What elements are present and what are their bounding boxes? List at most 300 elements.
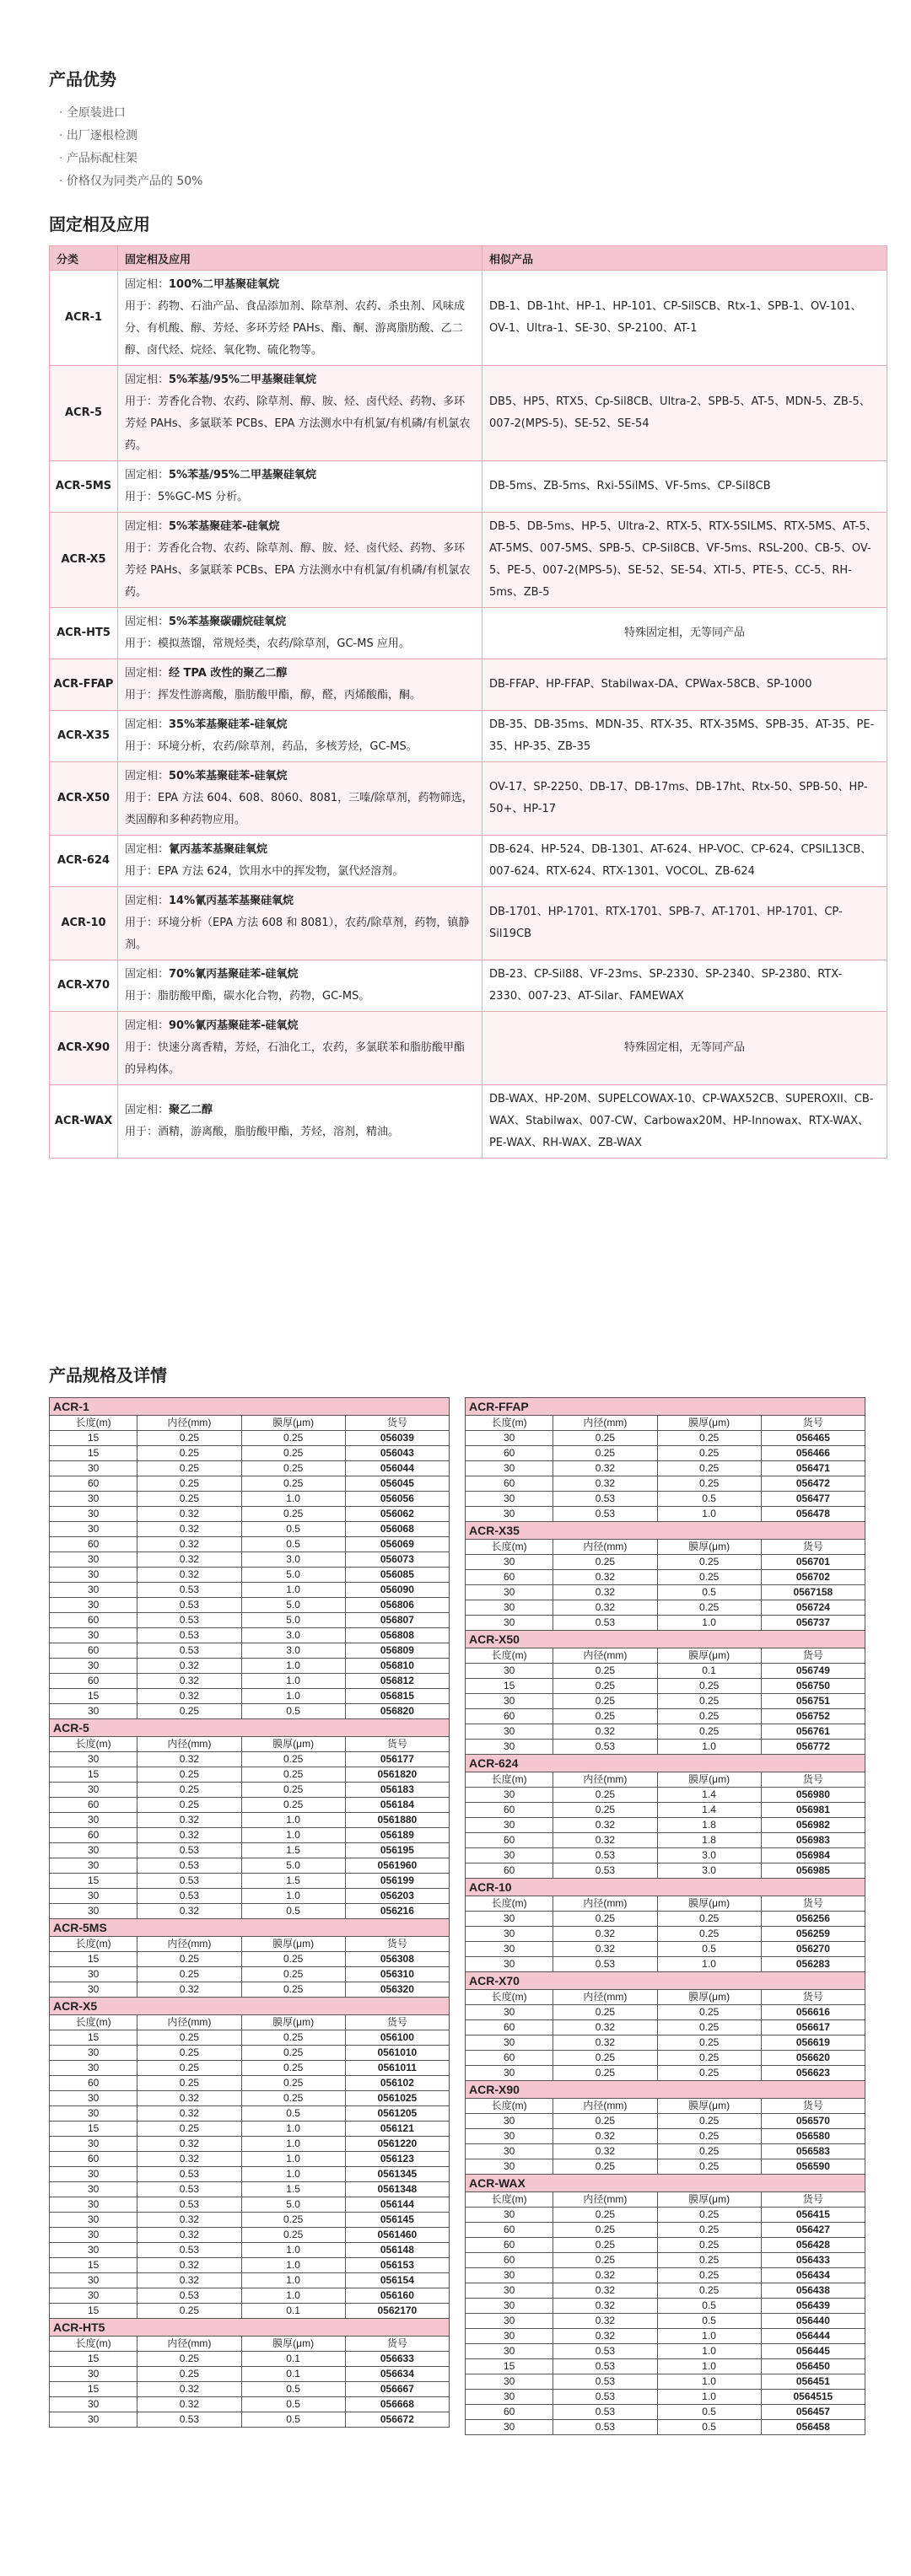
column-header-row xyxy=(50,1737,450,1752)
id-cell: 0.53 xyxy=(553,2359,657,2374)
phase-value: 5%苯基/95%二甲基聚硅氧烷 xyxy=(169,469,316,481)
part-number-cell: 056144 xyxy=(345,2197,449,2213)
use-value: 5%GC-MS 分析。 xyxy=(158,491,249,503)
phase-label: 固定相： xyxy=(125,374,170,386)
id-cell: 0.25 xyxy=(553,1446,657,1461)
table-row xyxy=(50,1446,450,1461)
film-cell: 1.0 xyxy=(241,1674,345,1689)
id-cell: 0.32 xyxy=(137,1507,241,1522)
phase-line xyxy=(125,369,475,391)
phase-value: 35%苯基聚硅苯-硅氧烷 xyxy=(169,718,288,731)
phase-line xyxy=(125,766,475,788)
id-cell: 0.53 xyxy=(553,1957,657,1972)
column-header: 膜厚(μm) xyxy=(657,1772,761,1788)
part-number-cell: 056616 xyxy=(761,2005,865,2020)
phase-label: 固定相： xyxy=(125,667,170,680)
length-cell: 60 xyxy=(466,2020,553,2036)
phase-value: 14%氰丙基苯基聚硅氧烷 xyxy=(169,895,294,907)
table-row xyxy=(50,2137,450,2152)
part-number-cell: 056815 xyxy=(345,1689,449,1704)
id-cell: 0.32 xyxy=(137,2106,241,2122)
length-cell: 60 xyxy=(466,2223,553,2238)
table-row xyxy=(50,2412,450,2428)
length-cell: 30 xyxy=(50,1704,137,1719)
film-cell: 0.25 xyxy=(241,1783,345,1798)
phase-value: 聚乙二醇 xyxy=(169,1104,213,1116)
id-cell: 0.32 xyxy=(137,1674,241,1689)
part-number-cell: 056154 xyxy=(345,2273,449,2288)
column-header: 货号 xyxy=(761,2099,865,2114)
table-row xyxy=(50,1568,450,1583)
film-cell: 1.0 xyxy=(241,2167,345,2182)
film-cell: 0.25 xyxy=(657,2283,761,2299)
id-cell: 0.53 xyxy=(553,2344,657,2359)
part-number-cell: 056121 xyxy=(345,2122,449,2137)
column-header: 长度(m) xyxy=(50,1416,137,1431)
length-cell: 60 xyxy=(50,1643,137,1659)
column-header: 货号 xyxy=(761,1990,865,2005)
part-number-cell: 056145 xyxy=(345,2213,449,2228)
phase-label: 固定相： xyxy=(125,1104,170,1116)
film-cell: 1.0 xyxy=(241,1492,345,1507)
group-header-row xyxy=(50,1398,450,1416)
part-number-cell: 056724 xyxy=(761,1600,865,1616)
length-cell: 60 xyxy=(50,2152,137,2167)
part-number-cell: 056270 xyxy=(761,1942,865,1957)
column-header: 内径(mm) xyxy=(553,1990,657,2005)
film-cell: 0.25 xyxy=(241,2213,345,2228)
use-value: 药物、石油产品、食品添加剂、除草剂、农药、杀虫剂、风味成分、有机酸、醇、芳烃、多环芳烃 PAHs、酯、酮、游离脂肪酸、乙二醇、卤代烃、烷烃、氧化物、硫化物等。 xyxy=(125,300,466,357)
part-number-cell: 056982 xyxy=(761,1818,865,1833)
column-header: 内径(mm) xyxy=(553,1896,657,1912)
part-number-cell: 056123 xyxy=(345,2152,449,2167)
id-cell: 0.25 xyxy=(553,2208,657,2223)
film-cell: 0.25 xyxy=(657,2208,761,2223)
length-cell: 30 xyxy=(466,1431,553,1446)
length-cell: 30 xyxy=(466,2299,553,2314)
film-cell: 1.0 xyxy=(657,2329,761,2344)
phase-line xyxy=(125,964,475,986)
table-row xyxy=(50,2122,450,2137)
column-header-row xyxy=(50,1416,450,1431)
id-cell: 0.32 xyxy=(137,2228,241,2243)
id-cell: 0.25 xyxy=(137,1476,241,1492)
part-number-cell: 056062 xyxy=(345,1507,449,1522)
application-cell xyxy=(118,762,482,836)
film-cell: 0.25 xyxy=(657,2020,761,2036)
column-header: 内径(mm) xyxy=(553,2099,657,2114)
table-row xyxy=(50,1552,450,1568)
part-number-cell: 056702 xyxy=(761,1570,865,1585)
table-row xyxy=(50,1783,450,1798)
table-row xyxy=(466,2405,865,2420)
length-cell: 30 xyxy=(466,1724,553,1740)
similar-products-cell: 特殊固定相，无等同产品 xyxy=(482,1012,887,1085)
length-cell: 30 xyxy=(50,2412,137,2428)
part-number-cell: 0561205 xyxy=(345,2106,449,2122)
part-number-cell: 056427 xyxy=(761,2223,865,2238)
similar-products-cell: DB-1、DB-1ht、HP-1、HP-101、CP-SilSCB、Rtx-1、SPB-1、OV-101、OV-1、Ultra-1、SE-30、SP-2100、AT-1 xyxy=(482,271,887,366)
part-number-cell: 056457 xyxy=(761,2405,865,2420)
use-value: 模拟蒸馏，常规烃类，农药/除草剂，GC-MS 应用。 xyxy=(158,637,410,650)
length-cell: 30 xyxy=(466,1957,553,1972)
length-cell: 15 xyxy=(50,1874,137,1889)
table-row xyxy=(466,2051,865,2066)
id-cell: 0.53 xyxy=(137,2167,241,2182)
film-cell: 1.0 xyxy=(241,1583,345,1598)
phase-line xyxy=(125,839,475,861)
category-cell: ACR-X5 xyxy=(50,513,118,608)
film-cell: 0.25 xyxy=(657,1431,761,1446)
id-cell: 0.32 xyxy=(137,1568,241,1583)
group-title: ACR-5MS xyxy=(50,1919,450,1937)
list-item: · 出厂逐根检测 xyxy=(59,125,887,148)
id-cell: 0.25 xyxy=(553,2051,657,2066)
film-cell: 0.5 xyxy=(657,2314,761,2329)
film-cell: 0.25 xyxy=(657,2253,761,2268)
use-label: 用于： xyxy=(125,395,159,408)
category-cell: ACR-X90 xyxy=(50,1012,118,1085)
table-row xyxy=(50,2197,450,2213)
part-number-cell: 056750 xyxy=(761,1679,865,1694)
column-header: 内径(mm) xyxy=(553,1416,657,1431)
film-cell: 3.0 xyxy=(241,1628,345,1643)
table-row xyxy=(50,2167,450,2182)
length-cell: 30 xyxy=(50,2106,137,2122)
length-cell: 30 xyxy=(50,2397,137,2412)
id-cell: 0.32 xyxy=(137,1537,241,1552)
phase-label: 固定相： xyxy=(125,469,170,481)
part-number-cell: 056195 xyxy=(345,1843,449,1858)
phase-label: 固定相： xyxy=(125,520,170,533)
film-cell: 1.0 xyxy=(241,1659,345,1674)
part-number-cell: 056056 xyxy=(345,1492,449,1507)
part-number-cell: 056434 xyxy=(761,2268,865,2283)
table-row xyxy=(50,2091,450,2106)
id-cell: 0.53 xyxy=(137,1583,241,1598)
film-cell: 0.25 xyxy=(657,1600,761,1616)
length-cell: 30 xyxy=(50,1598,137,1613)
length-cell: 30 xyxy=(50,2137,137,2152)
column-header-row xyxy=(50,2337,450,2352)
use-value: 酒精，游离酸，脂肪酸甲酯，芳烃，溶剂，精油。 xyxy=(158,1126,400,1138)
film-cell: 1.0 xyxy=(657,1740,761,1755)
part-number-cell: 056737 xyxy=(761,1616,865,1631)
id-cell: 0.53 xyxy=(137,2197,241,2213)
id-cell: 0.32 xyxy=(553,1600,657,1616)
table-header-row xyxy=(50,246,887,271)
column-header: 长度(m) xyxy=(466,1648,553,1664)
length-cell: 30 xyxy=(466,1555,553,1570)
part-number-cell: 056701 xyxy=(761,1555,865,1570)
column-header-row xyxy=(466,1540,865,1555)
table-row xyxy=(466,2005,865,2020)
id-cell: 0.32 xyxy=(137,1522,241,1537)
id-cell: 0.32 xyxy=(137,1659,241,1674)
part-number-cell: 056068 xyxy=(345,1522,449,1537)
advantages-list xyxy=(59,102,887,193)
similar-products-cell: DB-WAX、HP-20M、SUPELCOWAX-10、CP-WAX52CB、SUPEROXII、CB-WAX、Stabilwax、007-CW、Carbowax20M、HP-Innowax、RTX-WAX、PE-WAX、RH-WAX、ZB-WAX xyxy=(482,1085,887,1159)
use-value: 挥发性游离酸，脂肪酸甲酯，醇，醛，丙烯酸酯，酮。 xyxy=(158,689,422,702)
column-header: 膜厚(μm) xyxy=(241,1416,345,1431)
id-cell: 0.53 xyxy=(137,1643,241,1659)
part-number-cell: 056438 xyxy=(761,2283,865,2299)
application-cell xyxy=(118,659,482,711)
film-cell: 0.25 xyxy=(241,1431,345,1446)
id-cell: 0.53 xyxy=(137,1628,241,1643)
part-number-cell: 056619 xyxy=(761,2036,865,2051)
film-cell: 1.5 xyxy=(241,1843,345,1858)
length-cell: 30 xyxy=(50,2061,137,2076)
list-item: · 产品标配柱架 xyxy=(59,148,887,170)
id-cell: 0.32 xyxy=(137,1828,241,1843)
id-cell: 0.25 xyxy=(137,1767,241,1783)
film-cell: 1.0 xyxy=(657,2374,761,2390)
length-cell: 30 xyxy=(466,2420,553,2435)
film-cell: 0.25 xyxy=(241,1752,345,1767)
table-row xyxy=(50,1461,450,1476)
part-number-cell: 056148 xyxy=(345,2243,449,2258)
length-cell: 60 xyxy=(466,1833,553,1848)
length-cell: 30 xyxy=(466,2268,553,2283)
film-cell: 0.5 xyxy=(241,2412,345,2428)
id-cell: 0.32 xyxy=(553,2283,657,2299)
table-row xyxy=(50,2352,450,2367)
similar-products-cell: DB-23、CP-Sil88、VF-23ms、SP-2330、SP-2340、SP-2380、RTX-2330、007-23、AT-Silar、FAMEWAX xyxy=(482,960,887,1012)
table-row xyxy=(50,1492,450,1507)
table-row xyxy=(50,2228,450,2243)
film-cell: 0.25 xyxy=(657,2051,761,2066)
table-row xyxy=(466,1740,865,1755)
id-cell: 0.25 xyxy=(553,1912,657,1927)
group-title: ACR-X70 xyxy=(466,1972,865,1990)
table-row xyxy=(50,271,887,366)
length-cell: 15 xyxy=(50,1446,137,1461)
table-row xyxy=(50,1613,450,1628)
application-cell xyxy=(118,513,482,608)
group-title: ACR-X50 xyxy=(466,1631,865,1648)
similar-products-cell: DB-5ms、ZB-5ms、Rxi-5SilMS、VF-5ms、CP-Sil8CB xyxy=(482,461,887,513)
similar-products-cell: DB-FFAP、HP-FFAP、Stabilwax-DA、CPWax-58CB、SP-1000 xyxy=(482,659,887,711)
id-cell: 0.32 xyxy=(553,2329,657,2344)
film-cell: 0.25 xyxy=(241,2030,345,2046)
part-number-cell: 056445 xyxy=(761,2344,865,2359)
id-cell: 0.53 xyxy=(553,2390,657,2405)
id-cell: 0.53 xyxy=(137,2412,241,2428)
film-cell: 0.25 xyxy=(241,2091,345,2106)
film-cell: 0.25 xyxy=(241,1767,345,1783)
similar-products-cell: DB-624、HP-524、DB-1301、AT-624、HP-VOC、CP-624、CPSIL13CB、007-624、RTX-624、RTX-1301、VOCOL、ZB-624 xyxy=(482,836,887,887)
phase-line xyxy=(125,714,475,736)
phase-label: 固定相： xyxy=(125,278,170,291)
length-cell: 30 xyxy=(466,1461,553,1476)
specs-title: 产品规格及详情 xyxy=(49,1365,167,1385)
similar-products-cell: 特殊固定相，无等同产品 xyxy=(482,608,887,659)
length-cell: 60 xyxy=(50,1798,137,1813)
length-cell: 30 xyxy=(50,1568,137,1583)
length-cell: 15 xyxy=(466,1679,553,1694)
id-cell: 0.32 xyxy=(137,2397,241,2412)
length-cell: 30 xyxy=(50,1843,137,1858)
film-cell: 0.5 xyxy=(241,1522,345,1537)
table-row xyxy=(466,2129,865,2144)
part-number-cell: 0561345 xyxy=(345,2167,449,2182)
application-cell xyxy=(118,366,482,461)
use-label: 用于： xyxy=(125,542,159,555)
header-cell: 固定相及应用 xyxy=(118,246,482,271)
length-cell: 60 xyxy=(50,1613,137,1628)
film-cell: 0.25 xyxy=(241,1798,345,1813)
table-row xyxy=(50,711,887,762)
table-row xyxy=(466,2020,865,2036)
column-header: 货号 xyxy=(761,1416,865,1431)
table-row xyxy=(50,1659,450,1674)
length-cell: 30 xyxy=(50,2288,137,2304)
phase-line xyxy=(125,663,475,685)
length-cell: 30 xyxy=(50,1552,137,1568)
id-cell: 0.32 xyxy=(137,2091,241,2106)
film-cell: 5.0 xyxy=(241,1858,345,1874)
id-cell: 0.25 xyxy=(137,1431,241,1446)
length-cell: 30 xyxy=(466,2208,553,2223)
part-number-cell: 0567158 xyxy=(761,1585,865,1600)
id-cell: 0.25 xyxy=(137,1967,241,1982)
table-row xyxy=(466,2314,865,2329)
length-cell: 30 xyxy=(466,1927,553,1942)
table-row xyxy=(466,1446,865,1461)
film-cell: 1.0 xyxy=(241,2152,345,2167)
column-header: 膜厚(μm) xyxy=(657,1990,761,2005)
table-row xyxy=(466,1555,865,1570)
use-label: 用于： xyxy=(125,990,159,1003)
table-row xyxy=(466,2066,865,2081)
table-row xyxy=(466,1431,865,1446)
table-row xyxy=(50,887,887,960)
phase-value: 经 TPA 改性的聚乙二醇 xyxy=(169,667,288,680)
film-cell: 1.0 xyxy=(657,2344,761,2359)
film-cell: 0.25 xyxy=(657,2036,761,2051)
group-title: ACR-X35 xyxy=(466,1522,865,1540)
table-row xyxy=(50,2258,450,2273)
film-cell: 0.25 xyxy=(241,2076,345,2091)
phase-value: 50%苯基聚硅苯-硅氧烷 xyxy=(169,770,288,782)
application-cell xyxy=(118,271,482,366)
category-cell: ACR-624 xyxy=(50,836,118,887)
film-cell: 1.0 xyxy=(241,2122,345,2137)
group-header-row xyxy=(466,1972,865,1990)
phase-value: 90%氰丙基聚硅苯-硅氧烷 xyxy=(169,1019,299,1032)
category-cell: ACR-1 xyxy=(50,271,118,366)
part-number-cell: 056044 xyxy=(345,1461,449,1476)
use-value: 环境分析，农药/除草剂，药品，多核芳烃，GC-MS。 xyxy=(158,740,418,753)
table-row xyxy=(466,2223,865,2238)
use-label: 用于： xyxy=(125,689,159,702)
phase-line xyxy=(125,611,475,633)
category-cell: ACR-X35 xyxy=(50,711,118,762)
table-row xyxy=(466,1863,865,1879)
length-cell: 30 xyxy=(466,1788,553,1803)
film-cell: 3.0 xyxy=(657,1863,761,1879)
id-cell: 0.53 xyxy=(553,2374,657,2390)
film-cell: 0.25 xyxy=(657,2159,761,2175)
column-header: 长度(m) xyxy=(466,1416,553,1431)
table-row xyxy=(50,1858,450,1874)
id-cell: 0.53 xyxy=(137,1858,241,1874)
length-cell: 30 xyxy=(50,1461,137,1476)
id-cell: 0.25 xyxy=(137,2076,241,2091)
film-cell: 0.25 xyxy=(657,2005,761,2020)
table-row xyxy=(50,1752,450,1767)
part-number-cell: 056073 xyxy=(345,1552,449,1568)
specs-section xyxy=(49,1362,887,1386)
table-row xyxy=(466,1803,865,1818)
film-cell: 0.25 xyxy=(657,2268,761,2283)
part-number-cell: 056985 xyxy=(761,1863,865,1879)
part-number-cell: 056466 xyxy=(761,1446,865,1461)
id-cell: 0.25 xyxy=(553,2114,657,2129)
table-row xyxy=(50,2030,450,2046)
use-line xyxy=(125,912,475,956)
part-number-cell: 056808 xyxy=(345,1628,449,1643)
length-cell: 30 xyxy=(50,2213,137,2228)
column-header: 货号 xyxy=(345,1937,449,1952)
table-row xyxy=(466,2268,865,2283)
similar-products-cell: DB5、HP5、RTX5、Cp-Sil8CB、Ultra-2、SPB-5、AT-5、MDN-5、ZB-5、007-2(MPS-5)、SE-52、SE-54 xyxy=(482,366,887,461)
part-number-cell: 0561880 xyxy=(345,1813,449,1828)
phase-label: 固定相： xyxy=(125,616,170,628)
part-number-cell: 056477 xyxy=(761,1492,865,1507)
part-number-cell: 056259 xyxy=(761,1927,865,1942)
column-header: 内径(mm) xyxy=(553,1648,657,1664)
id-cell: 0.25 xyxy=(137,1461,241,1476)
part-number-cell: 056440 xyxy=(761,2314,865,2329)
film-cell: 0.25 xyxy=(657,1461,761,1476)
film-cell: 0.5 xyxy=(241,1537,345,1552)
column-header: 内径(mm) xyxy=(137,1737,241,1752)
length-cell: 60 xyxy=(466,1803,553,1818)
part-number-cell: 056580 xyxy=(761,2129,865,2144)
header-cell: 分类 xyxy=(50,246,118,271)
length-cell: 30 xyxy=(466,2344,553,2359)
table-row xyxy=(466,2208,865,2223)
part-number-cell: 056749 xyxy=(761,1664,865,1679)
length-cell: 30 xyxy=(50,2167,137,2182)
film-cell: 0.25 xyxy=(241,1476,345,1492)
use-label: 用于： xyxy=(125,300,159,313)
similar-products-cell: OV-17、SP-2250、DB-17、DB-17ms、DB-17ht、Rtx-50、SPB-50、HP-50+、HP-17 xyxy=(482,762,887,836)
id-cell: 0.25 xyxy=(553,2066,657,2081)
film-cell: 1.0 xyxy=(241,1889,345,1904)
length-cell: 30 xyxy=(466,2036,553,2051)
film-cell: 0.25 xyxy=(657,2223,761,2238)
id-cell: 0.32 xyxy=(137,2382,241,2397)
id-cell: 0.53 xyxy=(137,1613,241,1628)
length-cell: 60 xyxy=(466,1709,553,1724)
id-cell: 0.53 xyxy=(553,1740,657,1755)
phase-line xyxy=(125,516,475,538)
column-header: 货号 xyxy=(761,2192,865,2208)
advantages-section xyxy=(49,66,887,193)
phase-line xyxy=(125,465,475,487)
table-row xyxy=(50,1874,450,1889)
part-number-cell: 056667 xyxy=(345,2382,449,2397)
group-header-row xyxy=(466,1522,865,1540)
table-row xyxy=(50,1982,450,1998)
length-cell: 30 xyxy=(50,2091,137,2106)
table-row xyxy=(466,1476,865,1492)
film-cell: 1.0 xyxy=(241,1689,345,1704)
length-cell: 60 xyxy=(50,1537,137,1552)
